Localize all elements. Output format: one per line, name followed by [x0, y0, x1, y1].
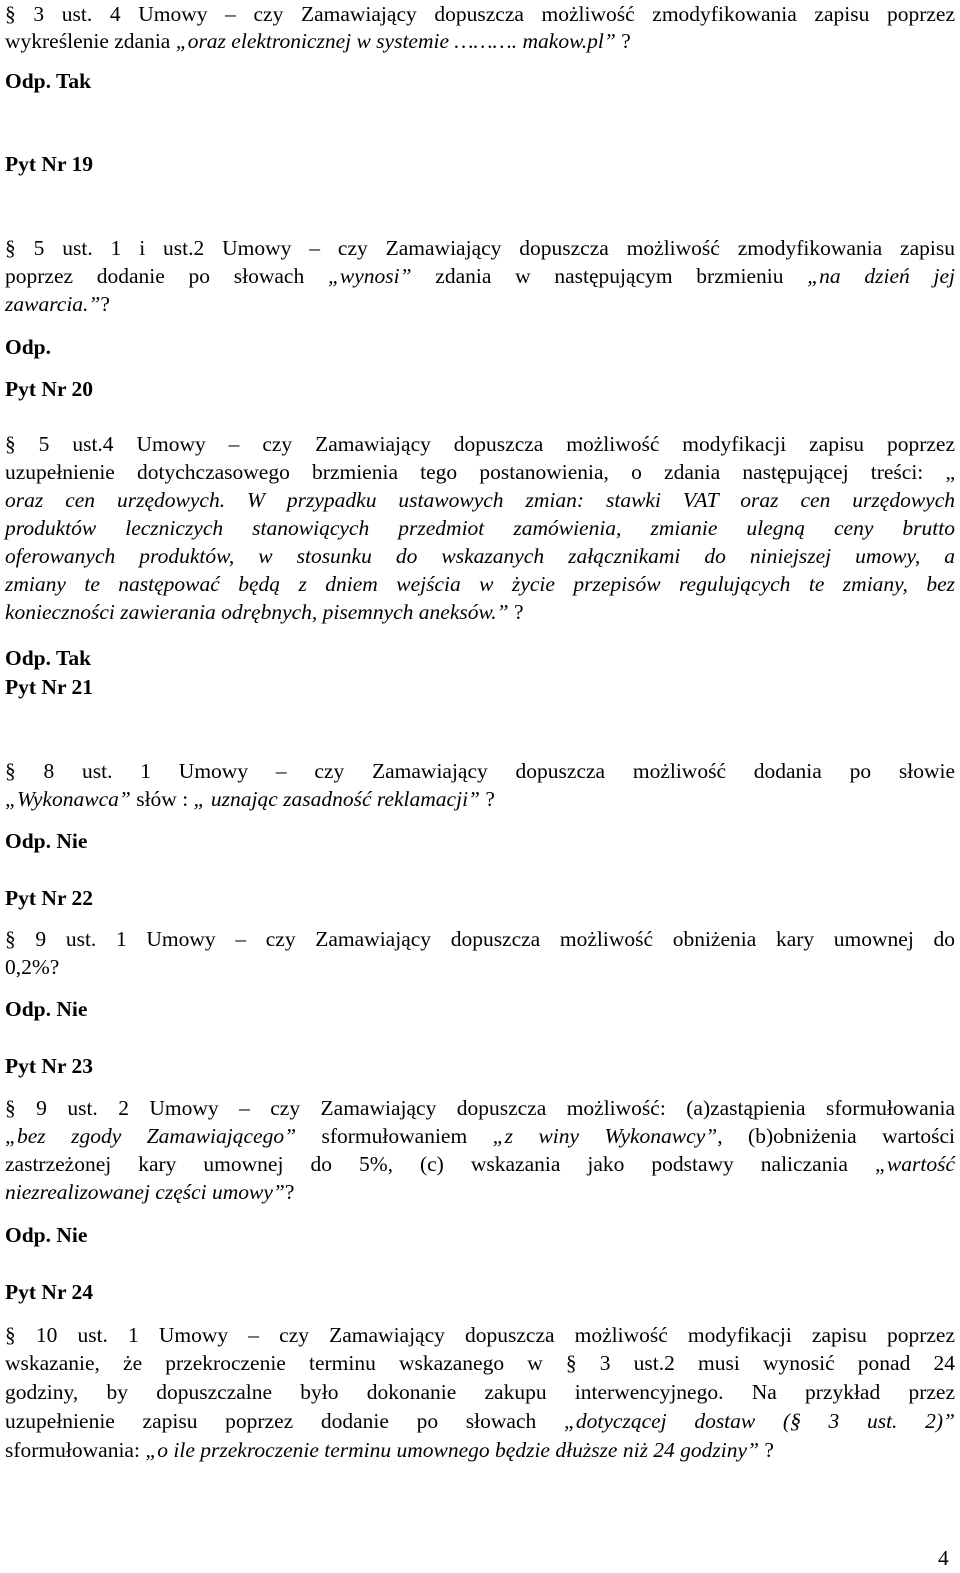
- text-segment: Odp. Nie: [5, 997, 88, 1021]
- text-line: [5, 785, 955, 813]
- text-line: [5, 430, 955, 458]
- text-segment: Pyt Nr 24: [5, 1280, 93, 1304]
- text-segment: uzupełnienie dotychczasowego brzmienia tego postanowienia, o zdania następującej treści: „: [5, 460, 955, 484]
- text-line: [5, 1094, 955, 1122]
- text-segment: Pyt Nr 22: [5, 886, 93, 910]
- answer-line: [5, 67, 955, 95]
- text-segment: poprzez dodanie po słowach: [5, 264, 328, 288]
- answer-line: [5, 995, 955, 1023]
- text-segment: § 10 ust. 1 Umowy – czy Zamawiający dopuszcza możliwość modyfikacji zapisu poprzez: [5, 1323, 955, 1347]
- text-segment: „na dzień jej: [807, 264, 955, 288]
- text-segment: oferowanych produktów, w stosunku do wskazanych załącznikami do niniejszej umowy, a: [5, 544, 955, 568]
- text-line: [5, 262, 955, 290]
- page-number: 4: [938, 1546, 949, 1570]
- text-segment: ?: [284, 1180, 295, 1204]
- text-line: [5, 925, 955, 953]
- text-line: [5, 1150, 955, 1178]
- text-segment: zmiany te następować będą z dniem wejścia w życie przepisów regulujących te zmiany, bez: [5, 572, 955, 596]
- text-segment: „bez zgody Zamawiającego”: [5, 1124, 297, 1148]
- text-line: [5, 1122, 955, 1150]
- text-segment: ?: [100, 292, 110, 316]
- text-segment: zdania w następującym brzmieniu: [411, 264, 808, 288]
- text-segment: § 5 ust. 1 i ust.2 Umowy – czy Zamawiający dopuszcza możliwość zmodyfikowania zapisu: [5, 236, 955, 260]
- text-line: [5, 486, 955, 514]
- text-segment: § 5 ust.4 Umowy – czy Zamawiający dopuszcza możliwość modyfikacji zapisu poprzez: [5, 432, 955, 456]
- text-segment: Odp.: [5, 335, 52, 359]
- question-heading: [5, 375, 955, 403]
- text-segment: Pyt Nr 23: [5, 1054, 93, 1078]
- text-segment: ?: [615, 29, 631, 53]
- question-heading: [5, 1052, 955, 1080]
- text-segment: ?: [508, 600, 524, 624]
- text-line: [5, 234, 955, 262]
- text-line: [5, 458, 955, 486]
- answer-line: [5, 644, 955, 672]
- text-segment: sformułowania:: [5, 1438, 146, 1462]
- text-segment: § 3 ust. 4 Umowy – czy Zamawiający dopuszcza możliwość zmodyfikowania zapisu poprzez: [5, 2, 955, 26]
- question-heading: [5, 1278, 955, 1306]
- text-segment: sformułowaniem: [296, 1124, 493, 1148]
- text-segment: „ uznając zasadność reklamacji”: [193, 787, 481, 811]
- text-segment: produktów leczniczych stanowiących przedmiot zamówienia, zmianie ulegną ceny brutto: [5, 516, 955, 540]
- text-segment: 0,2%?: [5, 955, 60, 979]
- text-segment: „z winy Wykonawcy”: [492, 1124, 718, 1148]
- answer-line: [5, 827, 955, 855]
- text-segment: ?: [759, 1438, 774, 1462]
- text-segment: § 8 ust. 1 Umowy – czy Zamawiający dopuszcza możliwość dodania po słowie: [5, 759, 955, 783]
- text-segment: „dotyczącej dostaw (§ 3 ust. 2)”: [563, 1409, 955, 1433]
- text-segment: konieczności zawierania odrębnych, pisemnych aneksów.”: [5, 600, 509, 624]
- text-line: [5, 542, 955, 570]
- text-segment: Pyt Nr 20: [5, 377, 93, 401]
- text-segment: Odp. Tak: [5, 69, 92, 93]
- text-line: [5, 1407, 955, 1435]
- text-segment: uzupełnienie zapisu poprzez dodanie po słowach: [5, 1409, 564, 1433]
- text-segment: , (b)obniżenia wartości: [717, 1124, 955, 1148]
- text-line: [5, 570, 955, 598]
- text-line: [5, 1436, 955, 1464]
- text-line: [5, 1378, 955, 1406]
- text-segment: zawarcia.”: [5, 292, 101, 316]
- text-line: [5, 514, 955, 542]
- answer-line: [5, 333, 955, 361]
- text-segment: wskazanie, że przekroczenie terminu wskazanego w § 3 ust.2 musi wynosić ponad 24: [5, 1351, 955, 1375]
- text-line: [5, 1321, 955, 1349]
- text-segment: ?: [480, 787, 495, 811]
- text-line: [5, 598, 955, 626]
- text-segment: „o ile przekroczenie terminu umownego będzie dłuższe niż 24 godziny”: [145, 1438, 760, 1462]
- text-line: [5, 1349, 955, 1377]
- text-segment: niezrealizowanej części umowy”: [5, 1180, 285, 1204]
- text-segment: „wynosi”: [327, 264, 412, 288]
- text-line: [5, 757, 955, 785]
- answer-line: [5, 1221, 955, 1249]
- text-segment: oraz cen urzędowych. W przypadku ustawowych zmian: stawki VAT oraz cen urzędowych: [5, 488, 955, 512]
- text-segment: Pyt Nr 19: [5, 152, 93, 176]
- text-line: [5, 290, 955, 318]
- text-segment: wykreślenie zdania: [5, 29, 176, 53]
- question-heading: [5, 884, 955, 912]
- text-segment: słów :: [130, 787, 194, 811]
- question-heading: [5, 673, 955, 701]
- text-line: [5, 1178, 955, 1206]
- text-segment: „wartość: [874, 1152, 955, 1176]
- text-line: [5, 0, 955, 28]
- text-segment: Odp. Nie: [5, 1223, 88, 1247]
- text-segment: Odp. Tak: [5, 646, 92, 670]
- text-segment: „Wykonawca”: [5, 787, 131, 811]
- text-segment: § 9 ust. 1 Umowy – czy Zamawiający dopuszcza możliwość obniżenia kary umownej do: [5, 927, 955, 951]
- text-segment: „oraz elektronicznej w systemie ………. makow.pl”: [175, 29, 616, 53]
- text-segment: godziny, by dopuszczalne było dokonanie zakupu interwencyjnego. Na przykład przez: [5, 1380, 955, 1404]
- text-line: [5, 953, 955, 981]
- text-segment: § 9 ust. 2 Umowy – czy Zamawiający dopuszcza możliwość: (a)zastąpienia sformułowania: [5, 1096, 955, 1120]
- question-heading: [5, 150, 955, 178]
- text-segment: zastrzeżonej kary umownej do 5%, (c) wskazania jako podstawy naliczania: [5, 1152, 875, 1176]
- text-segment: Pyt Nr 21: [5, 675, 93, 699]
- text-segment: Odp. Nie: [5, 829, 88, 853]
- text-line: [5, 27, 955, 55]
